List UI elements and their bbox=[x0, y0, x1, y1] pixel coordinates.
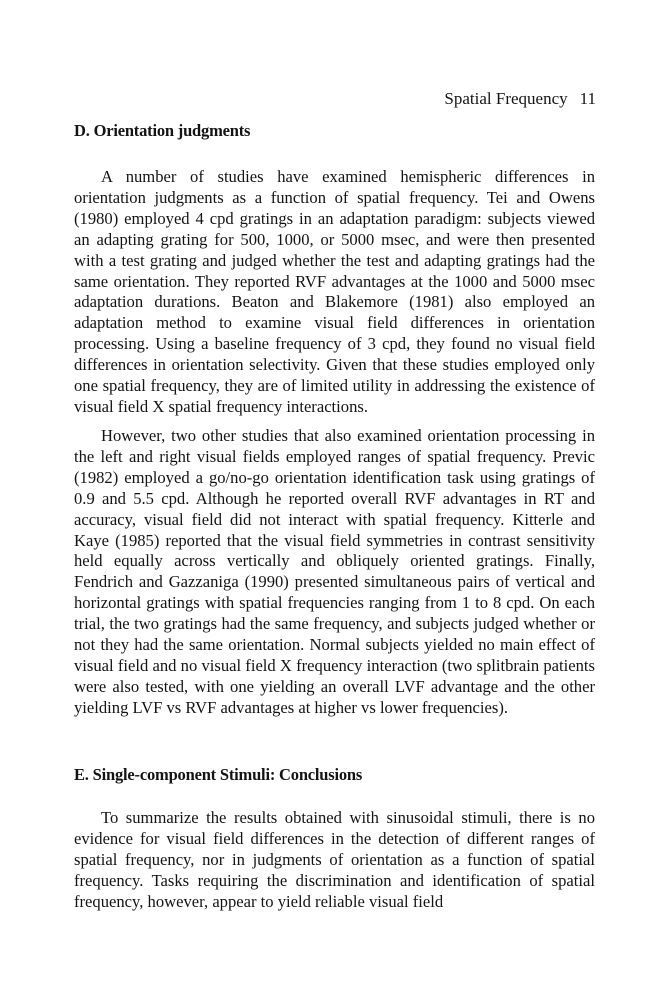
section-heading-orientation-judgments: D. Orientation judgments bbox=[74, 121, 251, 140]
running-head bbox=[444, 88, 596, 110]
paragraph: To summarize the results obtained with sinusoidal stimuli, there is no evidence for visual field differences in the detection of different ranges of spatial frequency, nor in judgments of orientation as a function of spatial frequency. Tasks requiring the discrimination and identification of spatial frequency, however, appear to yield reliable visual field bbox=[74, 808, 595, 911]
section-heading-single-component-conclusions: E. Single-component Stimuli: Conclusions bbox=[74, 765, 363, 784]
paragraph: However, two other studies that also examined orientation processing in the left and right visual fields employed ranges of spatial frequency. Previc (1982) employed a go/no-go orientation identification task using gratings of 0.9 and 5.5 cpd. Although he reported overall RVF advantages in RT and accuracy, visual field did not interact with spatial frequency. Kitterle and Kaye (1985) reported that the visual field symmetries in contrast sensitivity held equally across vertically and obliquely oriented gratings. Finally, Fendrich and Gazzaniga (1990) presented simultaneous pairs of vertical and horizontal gratings with spatial frequencies ranging from 1 to 8 cpd. On each trial, the two gratings had the same frequency, and subjects judged whether or not they had the same orientation. Normal subjects yielded no main effect of visual field and no visual field X frequency interaction (two splitbrain patients were also tested, with one yielding an overall LVF advantage and the other yielding LVF vs RVF advantages at higher vs lower frequencies). bbox=[74, 426, 595, 717]
paragraph: A number of studies have examined hemispheric differences in orientation judgments as a function of spatial frequency. Tei and Owens (1980) employed 4 cpd gratings in an adaptation paradigm: subjects viewed an adapting grating for 500, 1000, or 5000 msec, and were then presented with a test grating and judged whether the test and adapting gratings had the same orientation. They reported RVF advantages at the 1000 and 5000 msec adaptation durations. Beaton and Blakemore (1981) also employed an adaptation method to examine visual field differences in orientation processing. Using a baseline frequency of 3 cpd, they found no visual field differences in orientation selectivity. Given that these studies employed only one spatial frequency, they are of limited utility in addressing the existence of visual field X spatial frequency interactions. bbox=[74, 167, 595, 416]
running-title: Spatial Frequency bbox=[444, 89, 568, 108]
page-number: 11 bbox=[579, 89, 596, 108]
